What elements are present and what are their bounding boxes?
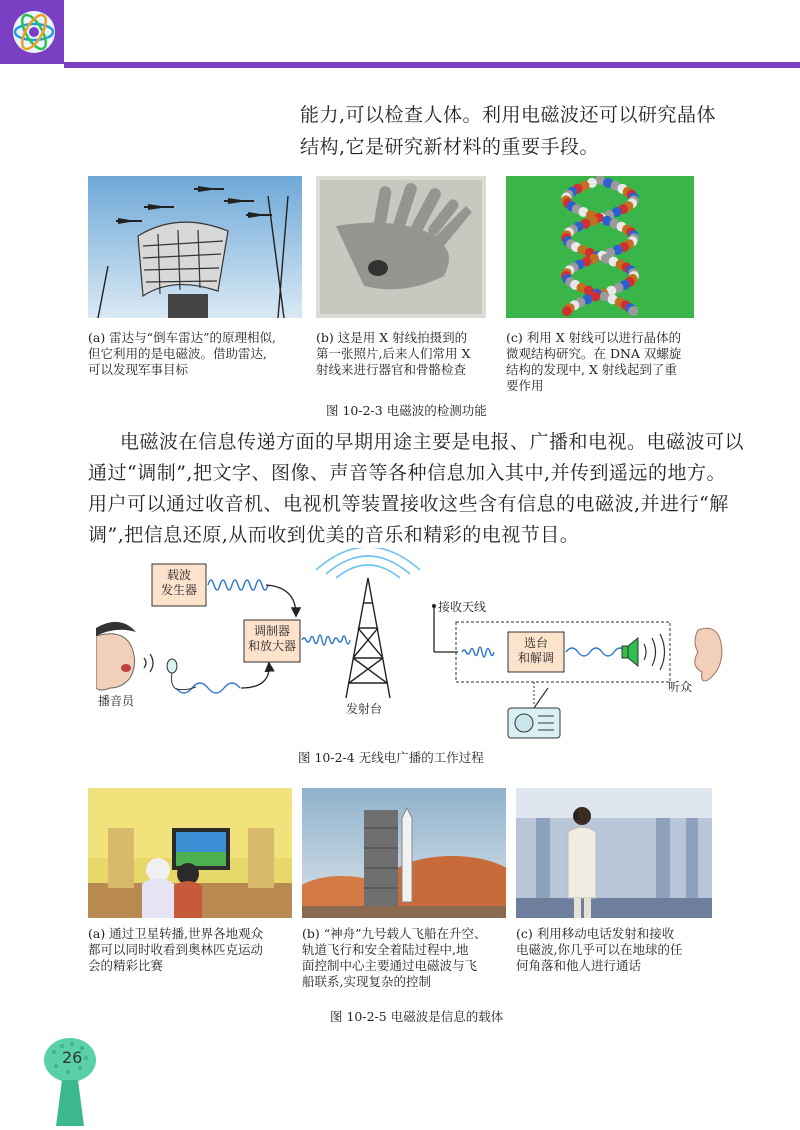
carrier-generator-box: [152, 568, 206, 598]
tuner-demodulator-box: [508, 636, 564, 666]
modulator-amplifier-box: [244, 624, 300, 654]
caption-line: 但它利用的是电磁波。借助雷达,: [88, 346, 267, 361]
caption-line: 微观结构研究。在 DNA 双螺旋: [506, 346, 682, 361]
caption-line: 都可以同时收看到奥林匹克运动: [88, 942, 264, 957]
audience-label: 听众: [668, 680, 693, 694]
caption-line: 轨道飞行和安全着陆过程中,地: [302, 942, 469, 957]
box-label: 发生器: [160, 583, 197, 597]
caption-line: (a) 通过卫星转播,世界各地观众: [88, 926, 264, 941]
caption-line: 何角落和他人进行通话: [516, 958, 642, 973]
intro-line-2: 结构,它是研究新材料的重要手段。: [300, 136, 600, 158]
body-line-4: 调”,把信息还原,从而收到优美的音乐和精彩的电视节目。: [88, 524, 580, 546]
box-label: 和解调: [517, 651, 554, 665]
caption-line: 会的精彩比赛: [88, 958, 164, 973]
announcer-label: 播音员: [98, 694, 135, 708]
tower-label: 发射台: [346, 702, 383, 716]
dna-atom: [628, 306, 638, 316]
caption-rocket: [302, 926, 508, 990]
box-label: 选台: [523, 636, 548, 650]
modulated-wave: [302, 635, 350, 645]
page-number: 26: [62, 1048, 83, 1067]
announcer-icon: [96, 622, 153, 690]
dna-photo: [506, 176, 694, 318]
microphone-icon: [167, 659, 196, 690]
caption-line: 船联系,实现复杂的控制: [302, 974, 431, 989]
intro-line-1: 能力,可以检查人体。利用电磁波还可以研究晶体: [300, 104, 717, 126]
body-line-2: 通过“调制”,把文字、图像、声音等各种信息加入其中,并传到遥远的地方。: [88, 462, 727, 484]
radar-photo: [88, 176, 302, 318]
carrier-wave: [208, 580, 268, 590]
figure-title-10-2-5: 图 10-2-5 电磁波是信息的载体: [330, 1009, 504, 1024]
body-line-3: 用户可以通过收音机、电视机等装置接收这些含有信息的电磁波,并进行“解: [88, 493, 729, 515]
radio-waves: [316, 548, 420, 599]
xray-hand-photo: [316, 176, 486, 318]
caption-line: 第一张照片,后来人们常用 X: [316, 346, 471, 361]
box-label: 和放大器: [247, 639, 296, 653]
atom-logo-icon: [10, 8, 58, 56]
rocket-launch-photo: [302, 788, 506, 918]
caption-tv: [88, 926, 294, 974]
antenna-label: 接收天线: [438, 600, 487, 614]
header-rule: [64, 62, 800, 68]
caption-radar: [88, 330, 302, 378]
mobile-phone-photo: [516, 788, 712, 918]
box-label: 调制器: [253, 624, 290, 638]
caption-line: (a) 雷达与“倒车雷达”的原理相似,: [88, 330, 276, 345]
speaker-icon: [622, 638, 638, 666]
dna-atom: [562, 306, 572, 316]
caption-phone: [516, 926, 716, 974]
figure-title-10-2-3: 图 10-2-3 电磁波的检测功能: [326, 403, 487, 418]
caption-line: 射线来进行器官和骨骼检查: [316, 362, 467, 377]
figure-title-10-2-4: 图 10-2-4 无线电广播的工作过程: [298, 750, 484, 765]
body-line-1: 电磁波在信息传递方面的早期用途主要是电报、广播和电视。电磁波可以: [120, 431, 745, 453]
caption-line: 可以发现军事目标: [88, 362, 189, 377]
caption-line: 电磁波,你几乎可以在地球的任: [516, 942, 683, 957]
caption-line: (b) “神舟”九号载人飞船在升空、: [302, 926, 487, 941]
broadcast-tower-icon: [346, 578, 390, 698]
tv-viewers-photo: [88, 788, 292, 918]
ear-icon: [695, 628, 722, 681]
caption-line: 面控制中心主要通过电磁波与飞: [302, 958, 478, 973]
caption-line: 要作用: [506, 378, 544, 393]
caption-line: (b) 这是用 X 射线拍摄到的: [316, 330, 468, 345]
caption-dna: [506, 330, 706, 394]
caption-line: 结构的发现中, X 射线起到了重: [506, 362, 677, 377]
box-label: 载波: [166, 568, 191, 582]
caption-line: (c) 利用 X 射线可以进行晶体的: [506, 330, 682, 345]
caption-line: (c) 利用移动电话发射和接收: [516, 926, 675, 941]
caption-xray: [316, 330, 496, 378]
